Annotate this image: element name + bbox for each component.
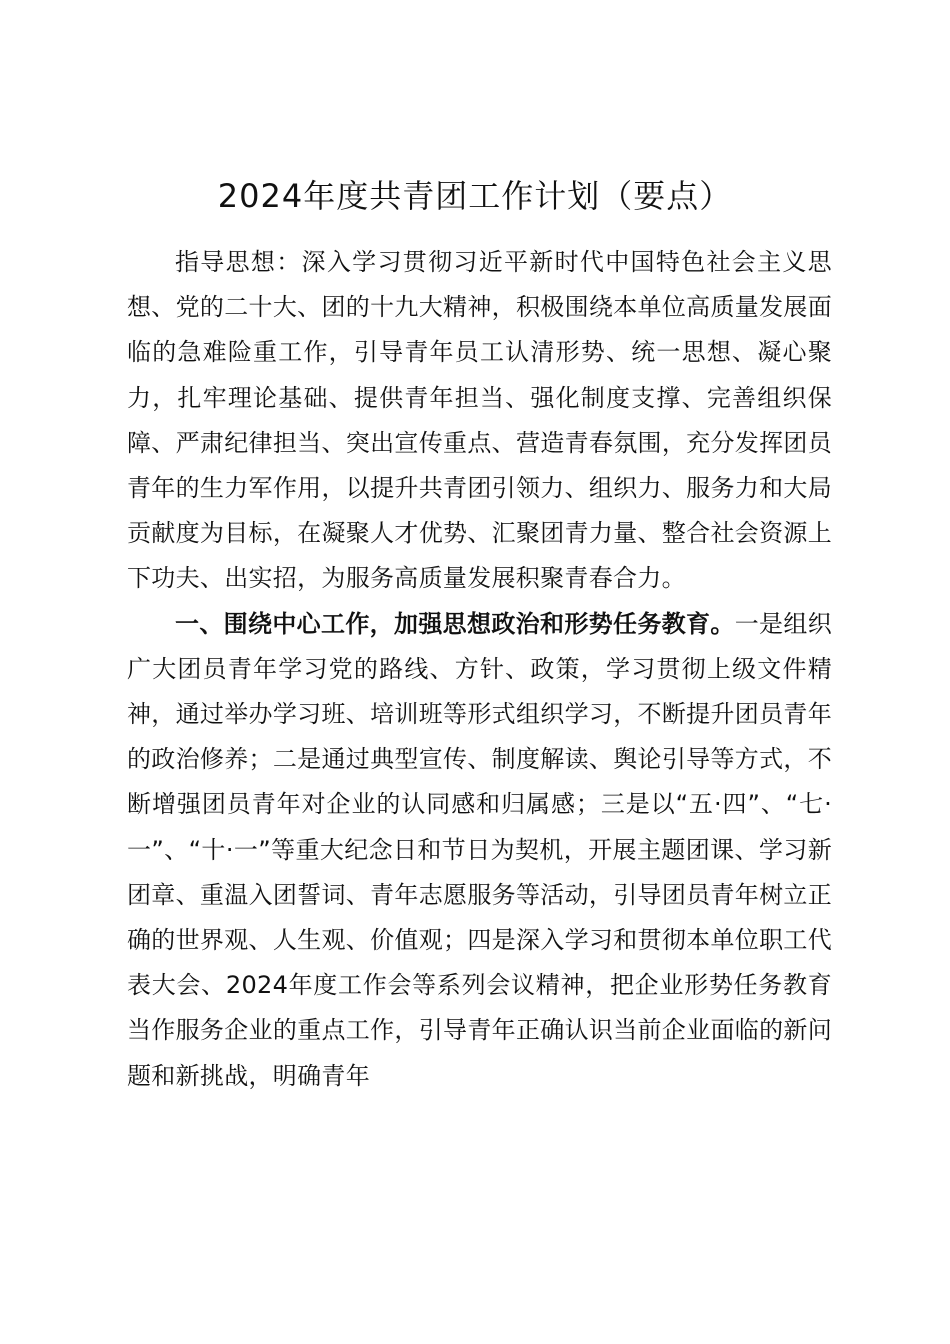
paragraph-lead: 一、围绕中心工作，加强思想政治和形势任务教育。 bbox=[175, 609, 735, 638]
paragraph-guiding-ideology bbox=[127, 240, 832, 602]
paragraph-text: 指导思想：深入学习贯彻习近平新时代中国特色社会主义思想、党的二十大、团的十九大精神，积极围绕本单位高质量发展面临的急难险重工作，引导青年员工认清形势、统一思想、凝心聚力，扎牢理论基础、提供青年担当、强化制度支撑、完善组织保障、严肃纪律担当、突出宣传重点、营造青春氛围，充分发挥团员青年的生力军作用，以提升共青团引领力、组织力、服务力和大局贡献度为目标，在凝聚人才优势、汇聚团青力量、整合社会资源上下功夫、出实招，为服务高质量发展积聚青春合力。 bbox=[127, 248, 832, 593]
paragraph-section-one bbox=[127, 602, 832, 1099]
paragraph-text: 一是组织广大团员青年学习党的路线、方针、政策，学习贯彻上级文件精神，通过举办学习班、培训班等形式组织学习，不断提升团员青年的政治修养；二是通过典型宣传、制度解读、舆论引导等方式，不断增强团员青年对企业的认同感和归属感；三是以“五·四”、“七·一”、“十·一”等重大纪念日和节日为契机，开展主题团课、学习新团章、重温入团誓词、青年志愿服务等活动，引导团员青年树立正确的世界观、人生观、价值观；四是深入学习和贯彻本单位职工代表大会、2024年度工作会等系列会议精神，把企业形势任务教育当作服务企业的重点工作，引导青年正确认识当前企业面临的新问题和新挑战，明确青年 bbox=[127, 609, 832, 1090]
document-title: 2024年度共青团工作计划（要点） bbox=[217, 177, 733, 215]
document-body bbox=[127, 240, 832, 1099]
